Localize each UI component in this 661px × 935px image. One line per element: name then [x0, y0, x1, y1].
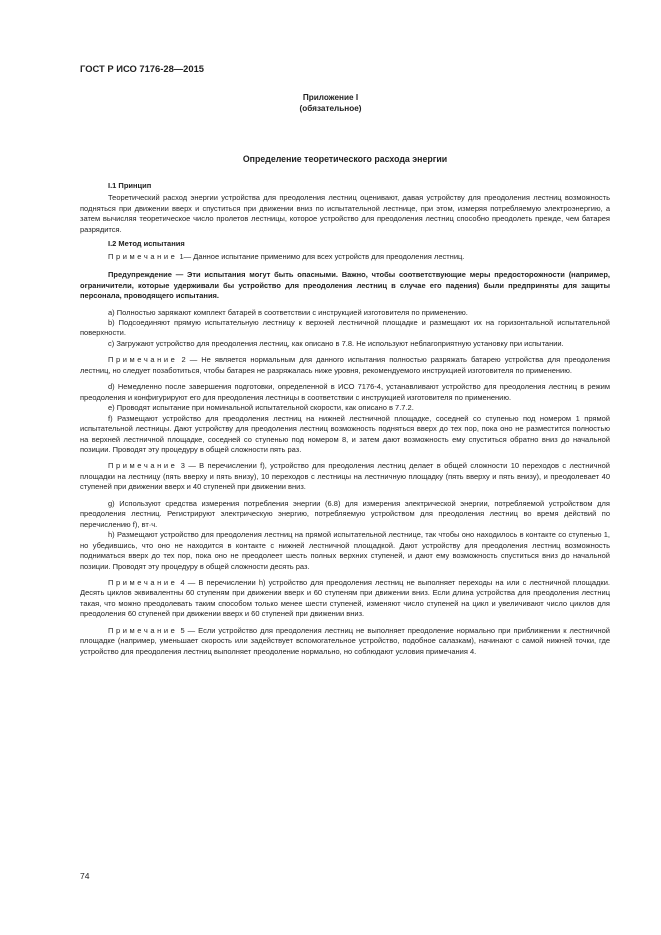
content-title: Определение теоретического расхода энергии: [242, 154, 448, 164]
item-d: d) Немедленно после завершения подготовки, определенной в ИСО 7176-4, устанавливают устройство для преодоления лестниц в режим преодоления и конфигурируют его для преодоления лестницы в соответствии с инструкцией изготовителя по применению.: [80, 382, 610, 402]
note-2-label: Примечание: [108, 355, 178, 365]
item-e: е) Проводят испытание при номинальной испытательной скорости, как описано в 7.7.2.: [108, 403, 414, 413]
note-4-text: 4 — В перечислении h) устройство для преодоления лестниц не выполняет переходы на или с лестничной площадки. Десять циклов эквивалентны 60 ступеням при движении вверх и 60 ступеням при движении вниз. Если длина устройства для преодоления лестниц такая, что можно преодолевать таким способом только менее шести ступеней, изменяют число ступеней на цикл и увеличивают число циклов для преодоления 60 ступеней при движении вверх и 60 ступеней при движении вниз.: [80, 577, 610, 619]
document-body: [80, 181, 610, 657]
section-1-paragraph: Теоретический расход энергии устройства для преодоления лестниц оценивают, давая устройству для преодоления лестниц возможность подняться при движении вверх и спуститься при движении вниз по испытательной лестнице, при этом, измеряя потребляемую электроэнергию, а затем вычисляя теоретическое число пролетов лестницы, которое устройство для преодоления лестниц способно преодолеть прежде, чем батарея разрядится.: [80, 193, 610, 234]
note-3-label: Примечание: [108, 461, 178, 471]
note-3: [80, 461, 610, 492]
appendix-heading: [0, 92, 661, 114]
item-g: g) Используют средства измерения потребления энергии (6.8) для измерения электрической энергии, потребляемой устройством для преодоления лестниц. Регистрируют электрическую энергию, потребляемую устройством для преодоления лестниц во время действий по перечислению f), вт·ч.: [80, 498, 610, 529]
note-5-text: 5 — Если устройство для преодоления лестниц не выполняет преодоление нормально при приближении к лестничной площадке (например, уменьшает скорость или задействует вспомогательное устройство, подобное салазкам), начинают с самой нижней точки, где устройство для преодоления лестниц выполняет преодоление нормально, но соблюдают условия примечания 4.: [80, 625, 610, 656]
appendix-title: Приложение I: [302, 93, 359, 102]
item-f: f) Размещают устройство для преодоления лестниц на нижней лестничной площадке, соседней со ступенью под номером 1 прямой испытательной лестницы. Дают устройству для преодоления лестниц возможность подняться вверх до тех пор, пока оно не разместится полностью на верхней лестничной площадке, соседней со ступенью под номером 8, и затем дают возможность ему спуститься обратно вниз до начальной позиции. Проводят эту процедуру в общей сложности пять раз.: [80, 413, 610, 454]
note-4-label: Примечание: [108, 577, 178, 587]
note-5-label: Примечание: [108, 625, 178, 635]
item-h: h) Размещают устройство для преодоления лестниц на прямой испытательной лестнице, так чтобы оно находилось в контакте со ступенью 1, но убедившись, что оно не находится в контакте с нижней лестничной площадкой. Дают устройству для преодоления лестниц возможность подниматься вверх до тех пор, пока оно не преодолеет шесть полных верхних ступеней, и дают ему возможность спуститься вниз до начальной позиции. Проводят эту процедуру в общей сложности десять раз.: [80, 530, 610, 571]
note-5: [80, 626, 610, 657]
note-1-text: 1— Данное испытание применимо для всех устройств для преодоления лестниц.: [177, 251, 465, 261]
item-b: b) Подсоединяют прямую испытательную лестницу к верхней лестничной площадке и размещают их на горизонтальной испытательной поверхности.: [80, 317, 610, 338]
item-c: с) Загружают устройство для преодоления лестниц, как описано в 7.8. Не используют неблагоприятную установку при испытании.: [108, 338, 564, 348]
note-2-text: 2 — Не является нормальным для данного испытания полностью разряжать батарею устройства для преодоления лестниц, но следует позаботиться, чтобы батарея не разряжалась ниже уровня, рекомендуемого инструкцией изготовителя по применению.: [80, 355, 610, 375]
page-number: 74: [80, 871, 90, 881]
note-1: [80, 252, 610, 262]
warning-paragraph: Предупреждение — Эти испытания могут быть опасными. Важно, чтобы соответствующие меры предосторожности (например, ограничители, которые удерживали бы устройство для преодоления лестниц в случае его падения) были предприняты для защиты персонала, проводящего испытания.: [80, 270, 610, 301]
note-2: [80, 355, 610, 376]
section-2-heading: I.2 Метод испытания: [108, 239, 185, 249]
section-1-heading: I.1 Принцип: [108, 181, 152, 190]
item-a: а) Полностью заряжают комплект батарей в соответствии с инструкцией изготовителя по применению.: [108, 307, 468, 317]
standard-header: ГОСТ Р ИСО 7176-28—2015: [80, 63, 205, 74]
note-4: [80, 578, 610, 620]
appendix-status: (обязательное): [299, 104, 362, 113]
note-3-text: 3 — В перечислении f), устройство для преодоления лестниц делает в общей сложности 10 переходов с лестничной площадки на лестницу (пять вверху и пять внизу), 10 переходов с лестницы на лестничную площадку (пять вверху и пять внизу), и преодолевает 40 ступеней при движении вверх и 40 ступеней при движении вниз.: [80, 461, 610, 492]
note-1-label: Примечание: [108, 251, 178, 261]
